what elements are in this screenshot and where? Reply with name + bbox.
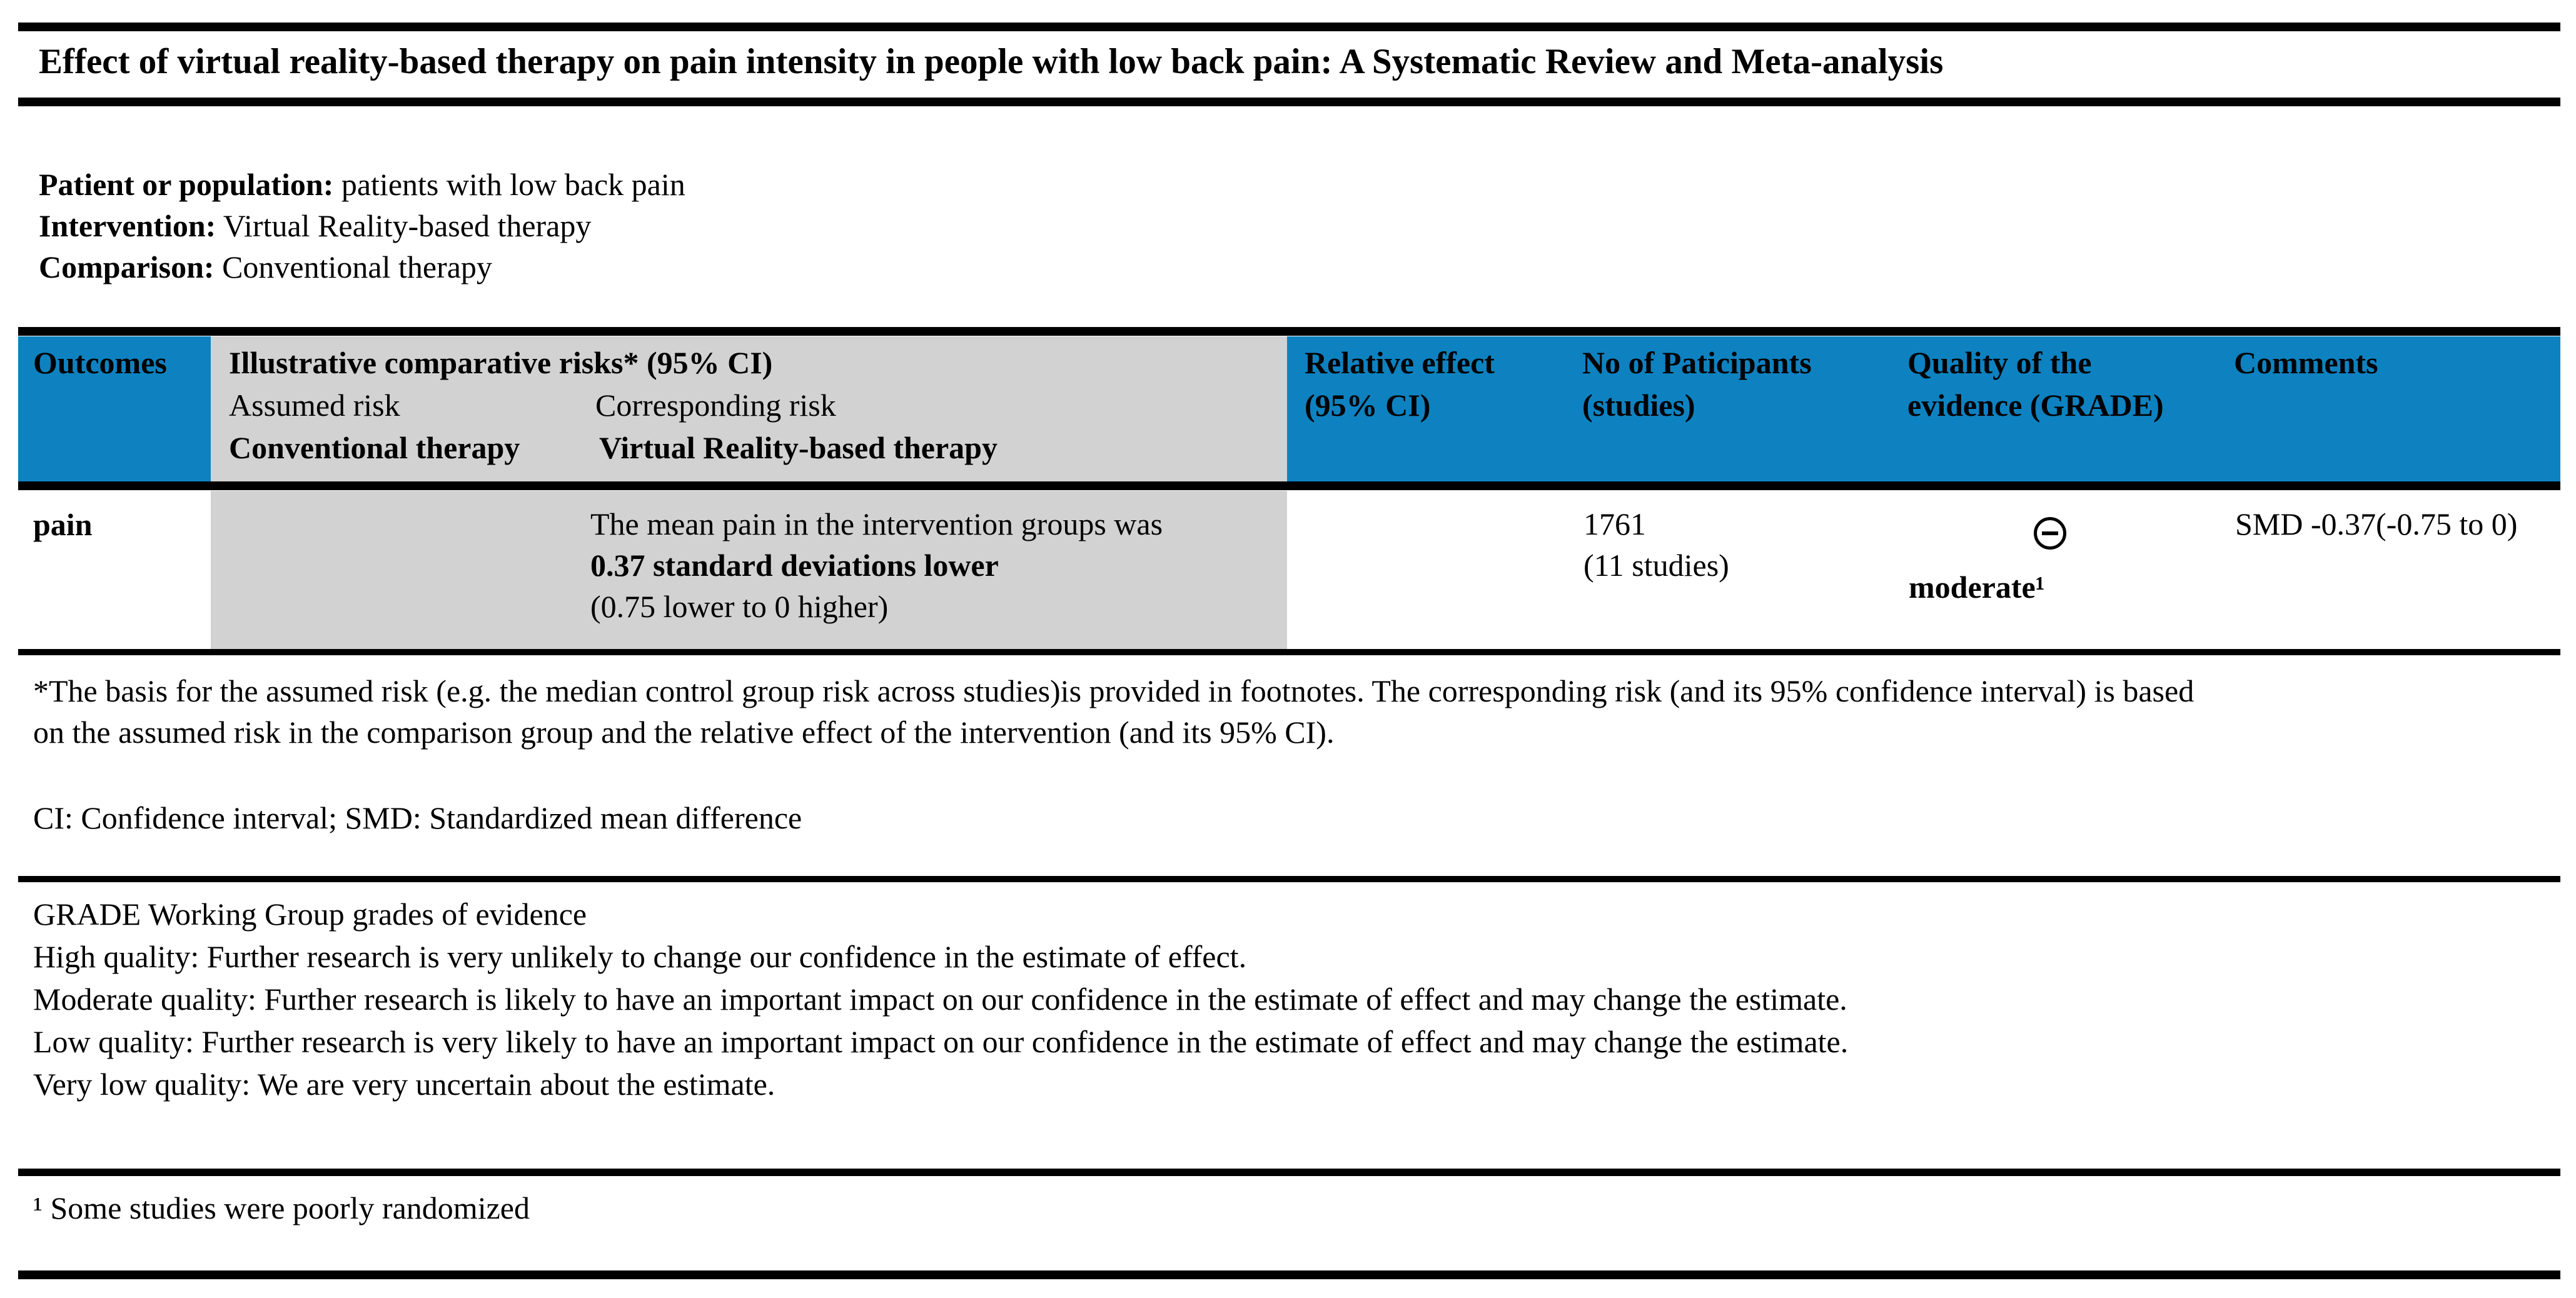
header-assumed-risk: Assumed risk	[229, 388, 400, 423]
header-comments: Comments	[2234, 345, 2378, 380]
row-corresponding-risk	[590, 503, 1163, 627]
header-relative-effect	[1305, 341, 1495, 426]
assumed-risk-footnote-line1: *The basis for the assumed risk (e.g. the median control group risk across studies)is provided in footnotes. The corresponding risk (and its 95% confidence interval) is based	[33, 673, 2195, 708]
header-participants-line1: No of Paticipants	[1582, 345, 1812, 380]
header-illustrative-risks	[229, 341, 772, 384]
header-relative-effect-line2: (95% CI)	[1305, 388, 1431, 423]
grade-very-low: Very low quality: We are very uncertain about the estimate.	[33, 1067, 775, 1102]
row-quality: moderate¹	[1909, 570, 2045, 605]
header-quality-line1: Quality of the	[1907, 345, 2092, 380]
intervention-label: Intervention:	[39, 208, 216, 243]
row-participants	[1583, 503, 1729, 586]
footnote-1: ¹ Some studies were poorly randomized	[33, 1190, 530, 1225]
row-corresponding-line3: (0.75 lower to 0 higher)	[590, 589, 889, 624]
top-rule	[18, 23, 2560, 31]
circle-minus-icon	[2034, 517, 2066, 550]
header-participants-line2: (studies)	[1582, 388, 1695, 423]
row-outcome: pain	[33, 507, 93, 542]
row-bottom-rule	[18, 649, 2560, 655]
row-corresponding-line2: 0.37 standard deviations lower	[590, 548, 999, 583]
grade-moderate: Moderate quality: Further research is likely to have an important impact on our confidence in the estimate of effect and may change the estimate.	[33, 982, 1847, 1017]
page-title: Effect of virtual reality-based therapy on pain intensity in people with low back pain: A Systematic Review and Meta-analysis	[39, 42, 1944, 81]
grade-low: Low quality: Further research is very likely to have an important impact on our confidence in the estimate of effect and may change the estimate.	[33, 1024, 1849, 1059]
row-corresponding-line1: The mean pain in the intervention groups was	[590, 506, 1163, 541]
header-relative-effect-line1: Relative effect	[1305, 345, 1495, 380]
grade-high: High quality: Further research is very unlikely to change our confidence in the estimate of effect.	[33, 939, 1247, 974]
header-quality-line2: evidence (GRADE)	[1907, 388, 2164, 423]
assumed-risk-footnote	[33, 670, 2194, 753]
intervention-line	[39, 205, 685, 246]
header-corresponding-risk: Corresponding risk	[595, 388, 836, 423]
population-block	[39, 164, 685, 288]
patient-population-line	[39, 164, 685, 205]
assumed-risk-footnote-line2: on the assumed risk in the comparison group and the relative effect of the intervention (and its 95% CI).	[33, 715, 1335, 750]
title-bottom-rule	[18, 98, 2560, 106]
grade-block	[33, 893, 1848, 1105]
bottom-rule	[18, 1270, 2560, 1279]
footnote-top-rule	[18, 1169, 2560, 1176]
row-participants-count: 1761	[1583, 506, 1646, 541]
header-quality	[1907, 341, 2164, 426]
header-illustrative-title: Illustrative comparative risks* (95% CI)	[229, 345, 773, 380]
comparison-label: Comparison:	[39, 249, 215, 284]
header-corresponding-group: Virtual Reality-based therapy	[599, 430, 998, 465]
patient-label: Patient or population:	[39, 167, 334, 202]
header-bottom-rule	[18, 481, 2560, 490]
table-top-rule	[18, 327, 2560, 336]
patient-value: patients with low back pain	[341, 167, 685, 202]
row-studies-count: (11 studies)	[1583, 548, 1729, 583]
grade-top-rule	[18, 876, 2560, 882]
row-comments: SMD -0.37(-0.75 to 0)	[2235, 506, 2518, 541]
abbreviations: CI: Confidence interval; SMD: Standardized mean difference	[33, 800, 802, 835]
comparison-value: Conventional therapy	[222, 249, 492, 284]
grade-heading: GRADE Working Group grades of evidence	[33, 897, 587, 932]
intervention-value: Virtual Reality-based therapy	[223, 208, 592, 243]
comparison-line	[39, 246, 685, 288]
header-participants	[1582, 341, 1812, 426]
header-outcomes: Outcomes	[33, 345, 167, 380]
header-assumed-group: Conventional therapy	[229, 430, 520, 465]
